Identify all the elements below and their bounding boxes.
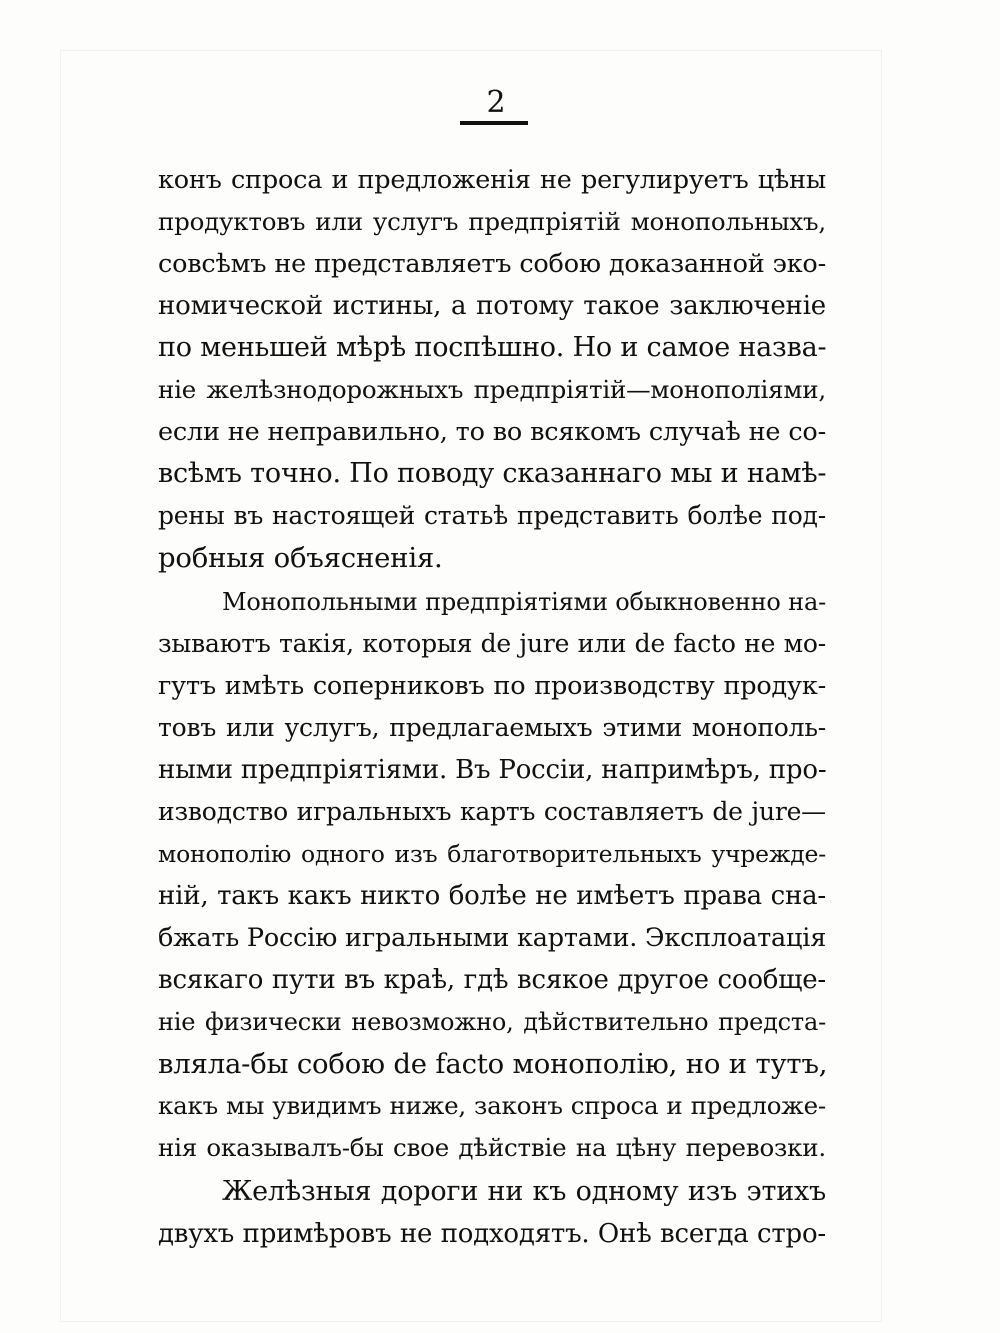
text-line: вляла-бы собою de facto монополію, но и тутъ, — [158, 1048, 828, 1080]
text-line: какъ мы увидимъ ниже, законъ спроса и предложе- — [158, 1091, 826, 1120]
text-line: рены въ настоящей статьѣ представить болѣе под- — [158, 501, 826, 530]
text-line: конъ спроса и предложенія не регулируетъ цѣны — [158, 165, 826, 195]
text-line: изводство игральныхъ картъ составляетъ de jure— — [158, 797, 826, 826]
text-line: робныя объясненія. — [158, 542, 443, 574]
text-line: Желѣзныя дороги ни къ одному изъ этихъ — [222, 1176, 826, 1207]
text-line: бжать Россію игральными картами. Эксплоатація — [158, 923, 827, 953]
text-line: зываютъ такія, которыя de jure или de facto не мо- — [158, 629, 826, 658]
text-line: нія оказывалъ-бы свое дѣйствіе на цѣну перевозки. — [158, 1133, 826, 1162]
text-line: двухъ примѣровъ не подходятъ. Онѣ всегда стро- — [158, 1219, 826, 1249]
page-number-rule — [460, 121, 528, 125]
text-line: товъ или услугъ, предлагаемыхъ этими монополь- — [158, 713, 826, 742]
text-line: совсѣмъ не представляетъ собою доказанной эко- — [158, 249, 826, 279]
text-line: если не неправильно, то во всякомъ случаѣ не со- — [158, 417, 826, 447]
text-line: всѣмъ точно. По поводу сказаннаго мы и намѣ- — [158, 458, 827, 489]
text-line: ными предпріятіями. Въ Россіи, напримѣръ, про- — [158, 755, 827, 785]
text-line: по меньшей мѣрѣ поспѣшно. Но и самое назва- — [158, 332, 827, 363]
text-line: гутъ имѣть соперниковъ по производству продук- — [158, 671, 826, 701]
text-line: монополію одного изъ благотворительныхъ учрежде- — [158, 840, 826, 868]
text-line: номической истины, а потому такое заключеніе — [158, 291, 826, 321]
page-number: 2 — [486, 85, 506, 120]
text-line: Монопольными предпріятіями обыкновенно на- — [222, 588, 826, 616]
text-line: ніе физически невозможно, дѣйствительно предста- — [158, 1008, 826, 1036]
text-line: продуктовъ или услугъ предпріятій монопольныхъ, — [158, 207, 826, 236]
text-line: ніе желѣзнодорожныхъ предпріятій—монополіями, — [158, 375, 826, 404]
text-line: ній, такъ какъ никто болѣе не имѣетъ права сна- — [158, 881, 826, 911]
text-line: всякаго пути въ краѣ, гдѣ всякое другое сообще- — [158, 965, 826, 995]
